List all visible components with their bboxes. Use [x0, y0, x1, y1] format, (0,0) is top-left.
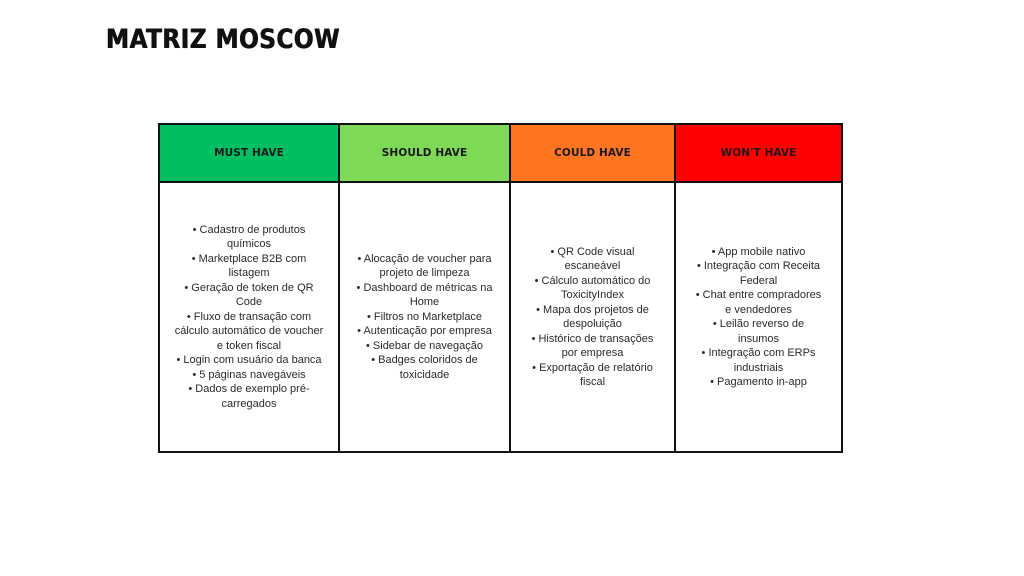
wont-list-item: • Integração com Receita Federal: [696, 260, 821, 287]
must-list-item: • Geração de token de QR Code: [184, 281, 314, 309]
must-list-item: • Marketplace B2B com listagem: [191, 252, 307, 280]
should-list-item: • Dashboard de métricas na Home: [356, 281, 493, 309]
must-have-header: MUST HAVE: [159, 124, 339, 182]
wont-list-item: • App mobile nativo: [711, 245, 806, 258]
wont-list-item: • Integração com ERPs industriais: [701, 347, 816, 374]
wont-list-item: • Leilão reverso de insumos: [712, 318, 805, 345]
wont-list-item: • Chat entre compradores e vendedores: [695, 289, 822, 316]
should-list-item: • Badges coloridos de toxicidade: [371, 354, 478, 381]
must-list-item: • Fluxo de transação com cálculo automático de voucher e token fiscal: [174, 310, 324, 352]
could-list-item: • QR Code visual escaneável: [550, 245, 635, 272]
must-list-item: • 5 páginas navegáveis: [192, 368, 306, 381]
should-list-item: • Filtros no Marketplace: [366, 310, 483, 323]
should-list-item: • Autenticação por empresa: [357, 325, 492, 338]
could-list-item: • Histórico de transações por empresa: [531, 332, 654, 359]
moscow-matrix-table: [158, 123, 843, 453]
should-have-cell: [339, 182, 510, 452]
page-title: MATRIZ MOSCOW: [106, 24, 341, 55]
must-list-item: • Cadastro de produtos químicos: [192, 223, 306, 251]
wont-have-cell: [675, 182, 842, 452]
wont-have-header: WON'T HAVE: [675, 124, 842, 182]
must-have-cell: [159, 182, 339, 452]
could-list-item: • Cálculo automático do ToxicityIndex: [534, 274, 651, 301]
could-have-list: [529, 245, 657, 390]
should-list-item: • Sidebar de navegação: [366, 339, 483, 352]
could-list-item: • Exportação de relatório fiscal: [532, 361, 653, 388]
should-have-header: SHOULD HAVE: [339, 124, 510, 182]
should-list-item: • Alocação de voucher para projeto de limpeza: [357, 252, 492, 280]
matrix-body-row: [159, 182, 842, 452]
must-list-item: • Login com usuário da banca: [176, 354, 322, 367]
matrix-header-row: [159, 124, 842, 182]
wont-have-list: [693, 245, 825, 390]
must-have-list: [174, 223, 324, 412]
must-list-item: • Dados de exemplo pré-carregados: [188, 383, 310, 410]
could-have-header: COULD HAVE: [510, 124, 675, 182]
wont-list-item: • Pagamento in-app: [710, 376, 807, 388]
could-list-item: • Mapa dos projetos de despoluição: [536, 303, 649, 330]
should-have-list: [352, 252, 498, 383]
could-have-cell: [510, 182, 675, 452]
